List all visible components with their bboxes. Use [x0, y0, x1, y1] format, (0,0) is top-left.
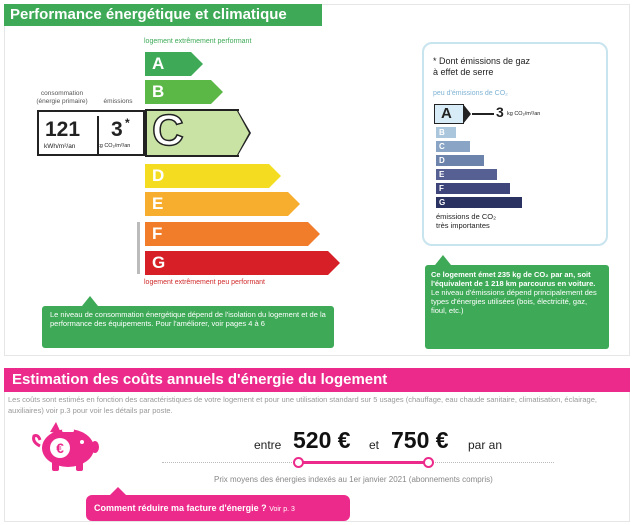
- cost-per-year-label: par an: [468, 438, 503, 452]
- cost-range-bar: [298, 461, 430, 464]
- reduce-bill-text: Comment réduire ma facture d'énergie ?: [94, 503, 267, 513]
- ges-class-c: C: [436, 141, 470, 152]
- reduce-bill-link[interactable]: Voir p. 3: [269, 506, 295, 513]
- ges-class-a-current: A: [434, 104, 464, 124]
- svg-text:€: €: [56, 440, 64, 456]
- consumption-box: [37, 110, 145, 156]
- consumption-unit: kWh/m²/an: [44, 143, 76, 150]
- cost-and-label: et: [369, 438, 380, 452]
- cost-max-value: 750 €: [391, 427, 449, 453]
- ges-title-line2: à effet de serre: [433, 67, 494, 78]
- ges-class-d: D: [436, 155, 484, 166]
- emissions-unit: kg CO₂/m²/an: [97, 143, 131, 149]
- price-reference-note: Prix moyens des énergies indexés au 1er janvier 2021 (abonnements compris): [214, 475, 493, 484]
- reduce-bill-callout[interactable]: [86, 495, 350, 521]
- dpe-class-b: B: [145, 80, 211, 104]
- cost-between-label: entre: [254, 438, 282, 452]
- consumption-value: 121: [45, 118, 81, 141]
- dpe-class-c-tip-fill: [237, 111, 249, 155]
- ges-note: [425, 265, 609, 349]
- ges-unit: kg CO₂/m²/an: [507, 111, 541, 117]
- ges-scale-bottom: [436, 212, 496, 231]
- threshold-bar: [137, 222, 140, 274]
- emissions-star: *: [125, 116, 130, 130]
- current-class-letter: C: [152, 106, 184, 155]
- ges-scale-top: peu d'émissions de CO₂: [433, 90, 508, 97]
- piggy-bank-icon: [30, 420, 100, 472]
- dpe-class-f: F: [145, 222, 308, 246]
- ges-pointer-line: [472, 113, 494, 115]
- cost-range-min-knob: [293, 457, 304, 468]
- emissions-value: 3: [111, 118, 123, 141]
- ges-note-bold: Ce logement émet 235 kg de CO₂ par an, soit l'équivalent de 1 218 km parcourus en voiture.: [431, 270, 596, 288]
- scale-bottom-label: logement extrêmement peu performant: [144, 279, 266, 286]
- section-title-costs: Estimation des coûts annuels d'énergie du logement: [4, 368, 630, 392]
- consumption-title: consommation: [40, 90, 84, 97]
- ges-class-a-tip: [463, 104, 471, 124]
- dpe-class-e: E: [145, 192, 288, 216]
- dpe-class-g: G: [145, 251, 328, 275]
- cost-description: Les coûts sont estimés en fonction des caractéristiques de votre logement et pour une utilisation standard sur 5 usages (chauffage, eau chaude sanitaire, climatisation, éclairage, auxiliaires) voir p.3 pour voir les détails par poste.: [8, 395, 597, 415]
- ges-foot-line1: émissions de CO₂: [436, 212, 497, 221]
- ges-foot-line2: très importantes: [436, 221, 490, 231]
- ges-value: 3: [496, 104, 504, 120]
- consumption-note: Le niveau de consommation énergétique dépend de l'isolation du logement et de la performance des équipements. Pour l'améliorer, voir pages 4 à 6: [42, 306, 334, 348]
- cost-range-max-knob: [423, 457, 434, 468]
- ges-class-g: G: [436, 197, 522, 208]
- ges-title: [433, 56, 530, 79]
- dpe-class-a: A: [145, 52, 191, 76]
- ges-class-b: B: [436, 127, 456, 138]
- ges-class-f: F: [436, 183, 510, 194]
- section-title-performance: Performance énergétique et climatique: [4, 4, 322, 26]
- cost-min-value: 520 €: [293, 427, 351, 453]
- consumption-label: [36, 90, 88, 106]
- ges-class-e: E: [436, 169, 497, 180]
- ges-note-rest: Le niveau d'émissions dépend principalement des types d'énergies utilisées (bois, électricité, gaz, fioul, etc.): [431, 288, 597, 315]
- emissions-label: émissions: [103, 98, 133, 105]
- scale-top-label: logement extrêmement performant: [144, 38, 252, 45]
- ges-title-line1: * Dont émissions de gaz: [433, 56, 531, 66]
- dpe-class-d: D: [145, 164, 269, 188]
- consumption-subtitle: (énergie primaire): [36, 97, 88, 105]
